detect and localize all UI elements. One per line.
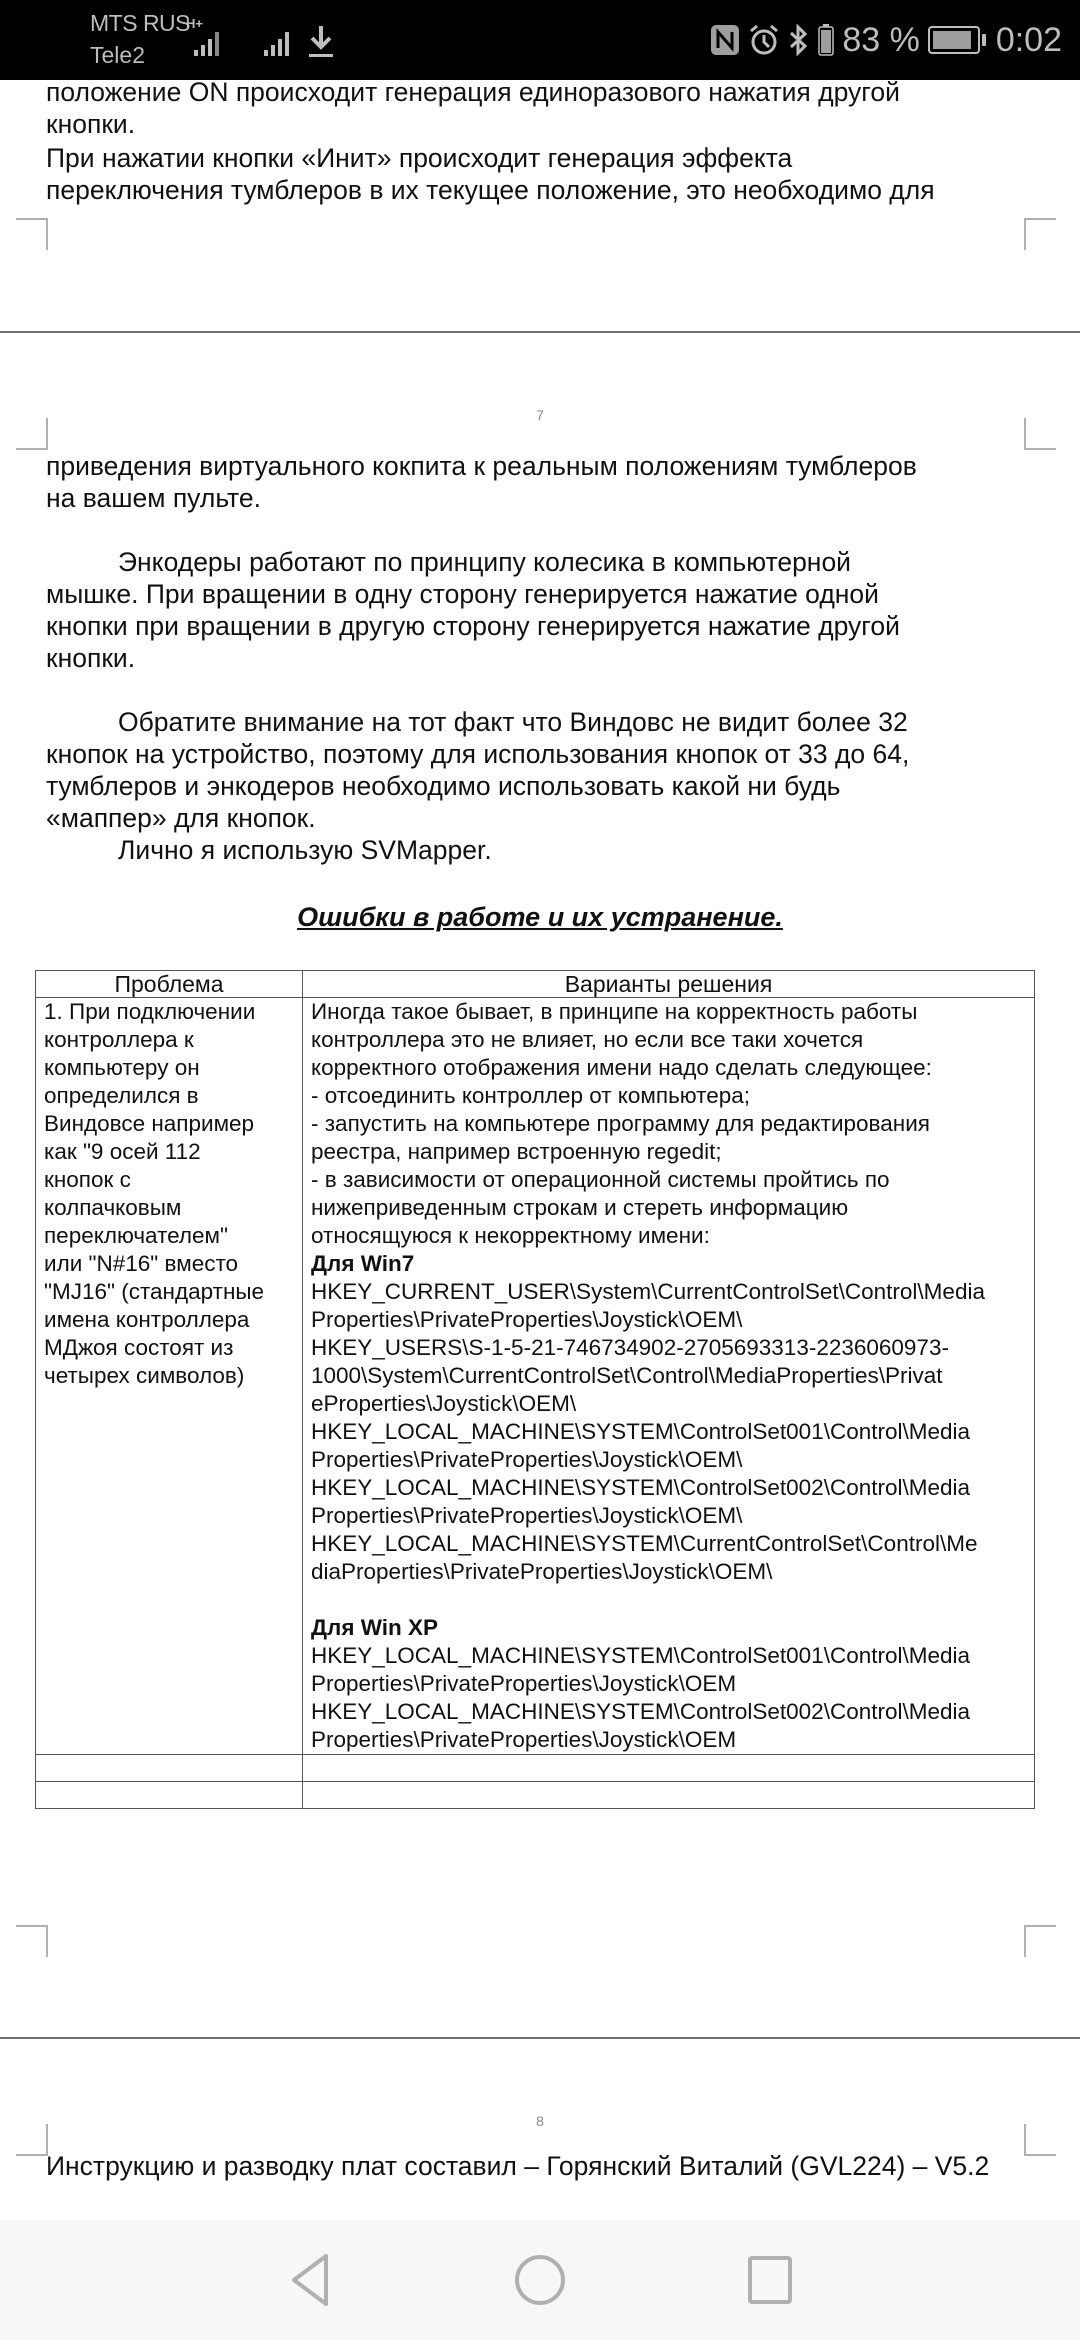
text-line: кнопок на устройство, поэтому для использования кнопок от 33 до 64, [46,739,910,769]
troubleshooting-table [35,970,1035,1809]
page-number: 7 [536,407,544,423]
problem-cell [36,998,303,1755]
registry-key-line: 1000\System\CurrentControlSet\Control\MediaProperties\Privat [311,1363,943,1388]
page-corner-mark [1024,218,1056,250]
nfc-icon [710,24,740,56]
page-corner-mark [16,1925,48,1957]
alarm-icon [748,24,780,56]
problem-text-line: кнопок с [44,1167,131,1192]
solution-text-line: нижеприведенным строкам и стереть информацию [311,1195,849,1220]
text-line: приведения виртуального кокпита к реальным положениям тумблеров [46,451,917,481]
text-line: кнопки. [46,109,136,139]
registry-key-line: HKEY_LOCAL_MACHINE\SYSTEM\CurrentControlSet\Control\Me [311,1531,978,1556]
registry-key-line: Properties\PrivateProperties\Joystick\OEM [311,1671,737,1696]
problem-text-line: колпачковым [44,1195,182,1220]
signal-icon [186,30,236,58]
problem-text-line: 1. При подключении [44,999,256,1024]
solution-text-line: реестра, например встроенную regedit; [311,1139,722,1164]
text-line: тумблеров и энкодеров необходимо использовать какой ни будь [46,771,841,801]
page-corner-mark [16,418,48,450]
table-row-empty [36,1755,1035,1782]
registry-key-line: eProperties\Joystick\OEM\ [311,1391,577,1416]
home-icon[interactable] [510,2250,570,2310]
solution-intro [311,998,1026,1250]
win7-registry-keys [311,1278,1026,1586]
registry-key-line: HKEY_LOCAL_MACHINE\SYSTEM\ControlSet001\Control\Media [311,1643,971,1668]
text-line: кнопки при вращении в другую сторону генерируется нажатие другой [46,611,900,641]
solution-text-line: относящуюся к некорректному имени: [311,1223,710,1248]
text-line: Инструкцию и разводку плат составил – Горянский Виталий (GVL224) – V5.2 [46,2151,990,2181]
registry-key-line: HKEY_LOCAL_MACHINE\SYSTEM\ControlSet002\Control\Media [311,1699,971,1724]
win7-label: Для Win7 [311,1251,415,1276]
section-heading: Ошибки в работе и их устранение. [297,902,783,932]
blank-line [311,1586,1026,1614]
page-separator [0,2037,1080,2039]
text-line: кнопки. [46,643,136,673]
registry-key-line: HKEY_CURRENT_USER\System\CurrentControlSet\Control\Media [311,1279,985,1304]
download-icon [305,24,337,60]
battery-icon [928,25,988,55]
empty-cell [36,1755,303,1782]
page-corner-mark [1024,1925,1056,1957]
problem-text-line: "MJ16" (стандартные [44,1279,265,1304]
solution-cell [303,998,1035,1755]
battery-percent: 83 % [842,20,920,59]
page-number: 8 [536,2113,544,2129]
bluetooth-icon [788,24,810,56]
document-viewer[interactable] [0,80,1080,2220]
battery-small-icon [818,24,834,56]
solution-text-line: Иногда такое бывает, в принципе на корректность работы [311,999,918,1024]
registry-key-line: Properties\PrivateProperties\Joystick\OEM\ [311,1447,743,1472]
registry-key-line: Properties\PrivateProperties\Joystick\OEM\ [311,1503,743,1528]
text-line: положение ON происходит генерация единоразового нажатия другой [46,80,900,107]
page-corner-mark [1024,2124,1056,2156]
text-line: переключения тумблеров в их текущее положение, это необходимо для [46,175,935,205]
carrier-name-1: MTS RUS [90,10,190,36]
text-line: Обратите внимание на тот факт что Виндовс не видит более 32 [118,707,908,737]
page-separator [0,331,1080,333]
text-line: на вашем пульте. [46,483,261,513]
registry-key-line: HKEY_LOCAL_MACHINE\SYSTEM\ControlSet002\Control\Media [311,1475,971,1500]
column-header-solutions: Варианты решения [303,971,1035,998]
solution-text-line: - запустить на компьютере программу для редактирования [311,1111,930,1136]
table-header-row [36,971,1035,998]
page-corner-mark [16,2124,48,2156]
solution-text-line: - отсоединить контроллер от компьютера; [311,1083,751,1108]
status-bar [0,0,1080,80]
signal-icon [262,30,302,58]
recents-icon[interactable] [740,2250,800,2310]
problem-text-line: переключателем" [44,1223,228,1248]
text-line: Энкодеры работают по принципу колесика в компьютерной [118,547,851,577]
back-icon[interactable] [280,2250,340,2310]
solution-text-line: корректного отображения имени надо сделать следующее: [311,1055,932,1080]
text-line: «маппер» для кнопок. [46,803,316,833]
empty-cell [303,1782,1035,1809]
registry-key-line: HKEY_LOCAL_MACHINE\SYSTEM\ControlSet001\Control\Media [311,1419,971,1444]
problem-text-line: четырех символов) [44,1363,245,1388]
problem-text-line: компьютеру он [44,1055,200,1080]
registry-key-line: diaProperties\PrivateProperties\Joystick\OEM\ [311,1559,773,1584]
clock: 0:02 [995,20,1062,59]
registry-key-line: Properties\PrivateProperties\Joystick\OEM [311,1727,737,1752]
registry-key-line: HKEY_USERS\S-1-5-21-746734902-2705693313-2236060973- [311,1335,949,1360]
problem-text-line: определился в [44,1083,199,1108]
column-header-problem: Проблема [36,971,303,998]
carrier-name-2: Tele2 [90,42,145,68]
problem-text-line: имена контроллера [44,1307,250,1332]
registry-key-line: Properties\PrivateProperties\Joystick\OEM\ [311,1307,743,1332]
text-line: мышке. При вращении в одну сторону генерируется нажатие одной [46,579,879,609]
empty-cell [303,1755,1035,1782]
problem-text-line: или "N#16" вместо [44,1251,239,1276]
winxp-label: Для Win XP [311,1615,439,1640]
table-row-empty [36,1782,1035,1809]
navigation-bar [0,2220,1080,2340]
status-right-group [710,18,1062,62]
problem-text-line: как "9 осей 112 [44,1139,201,1164]
winxp-registry-keys [311,1642,1026,1754]
problem-text-line: Виндовсе например [44,1111,255,1136]
network-type-label: H+ [186,16,203,31]
page-corner-mark [1024,418,1056,450]
problem-text-line: контроллера к [44,1027,194,1052]
empty-cell [36,1782,303,1809]
text-line: При нажатии кнопки «Инит» происходит генерация эффекта [46,143,793,173]
solution-text-line: контроллера это не влияет, но если все таки хочется [311,1027,864,1052]
problem-text-line: МДжоя состоят из [44,1335,234,1360]
solution-text-line: - в зависимости от операционной системы пройтись по [311,1167,890,1192]
text-line: Лично я использую SVMapper. [118,835,492,865]
table-row [36,998,1035,1755]
page-corner-mark [16,218,48,250]
